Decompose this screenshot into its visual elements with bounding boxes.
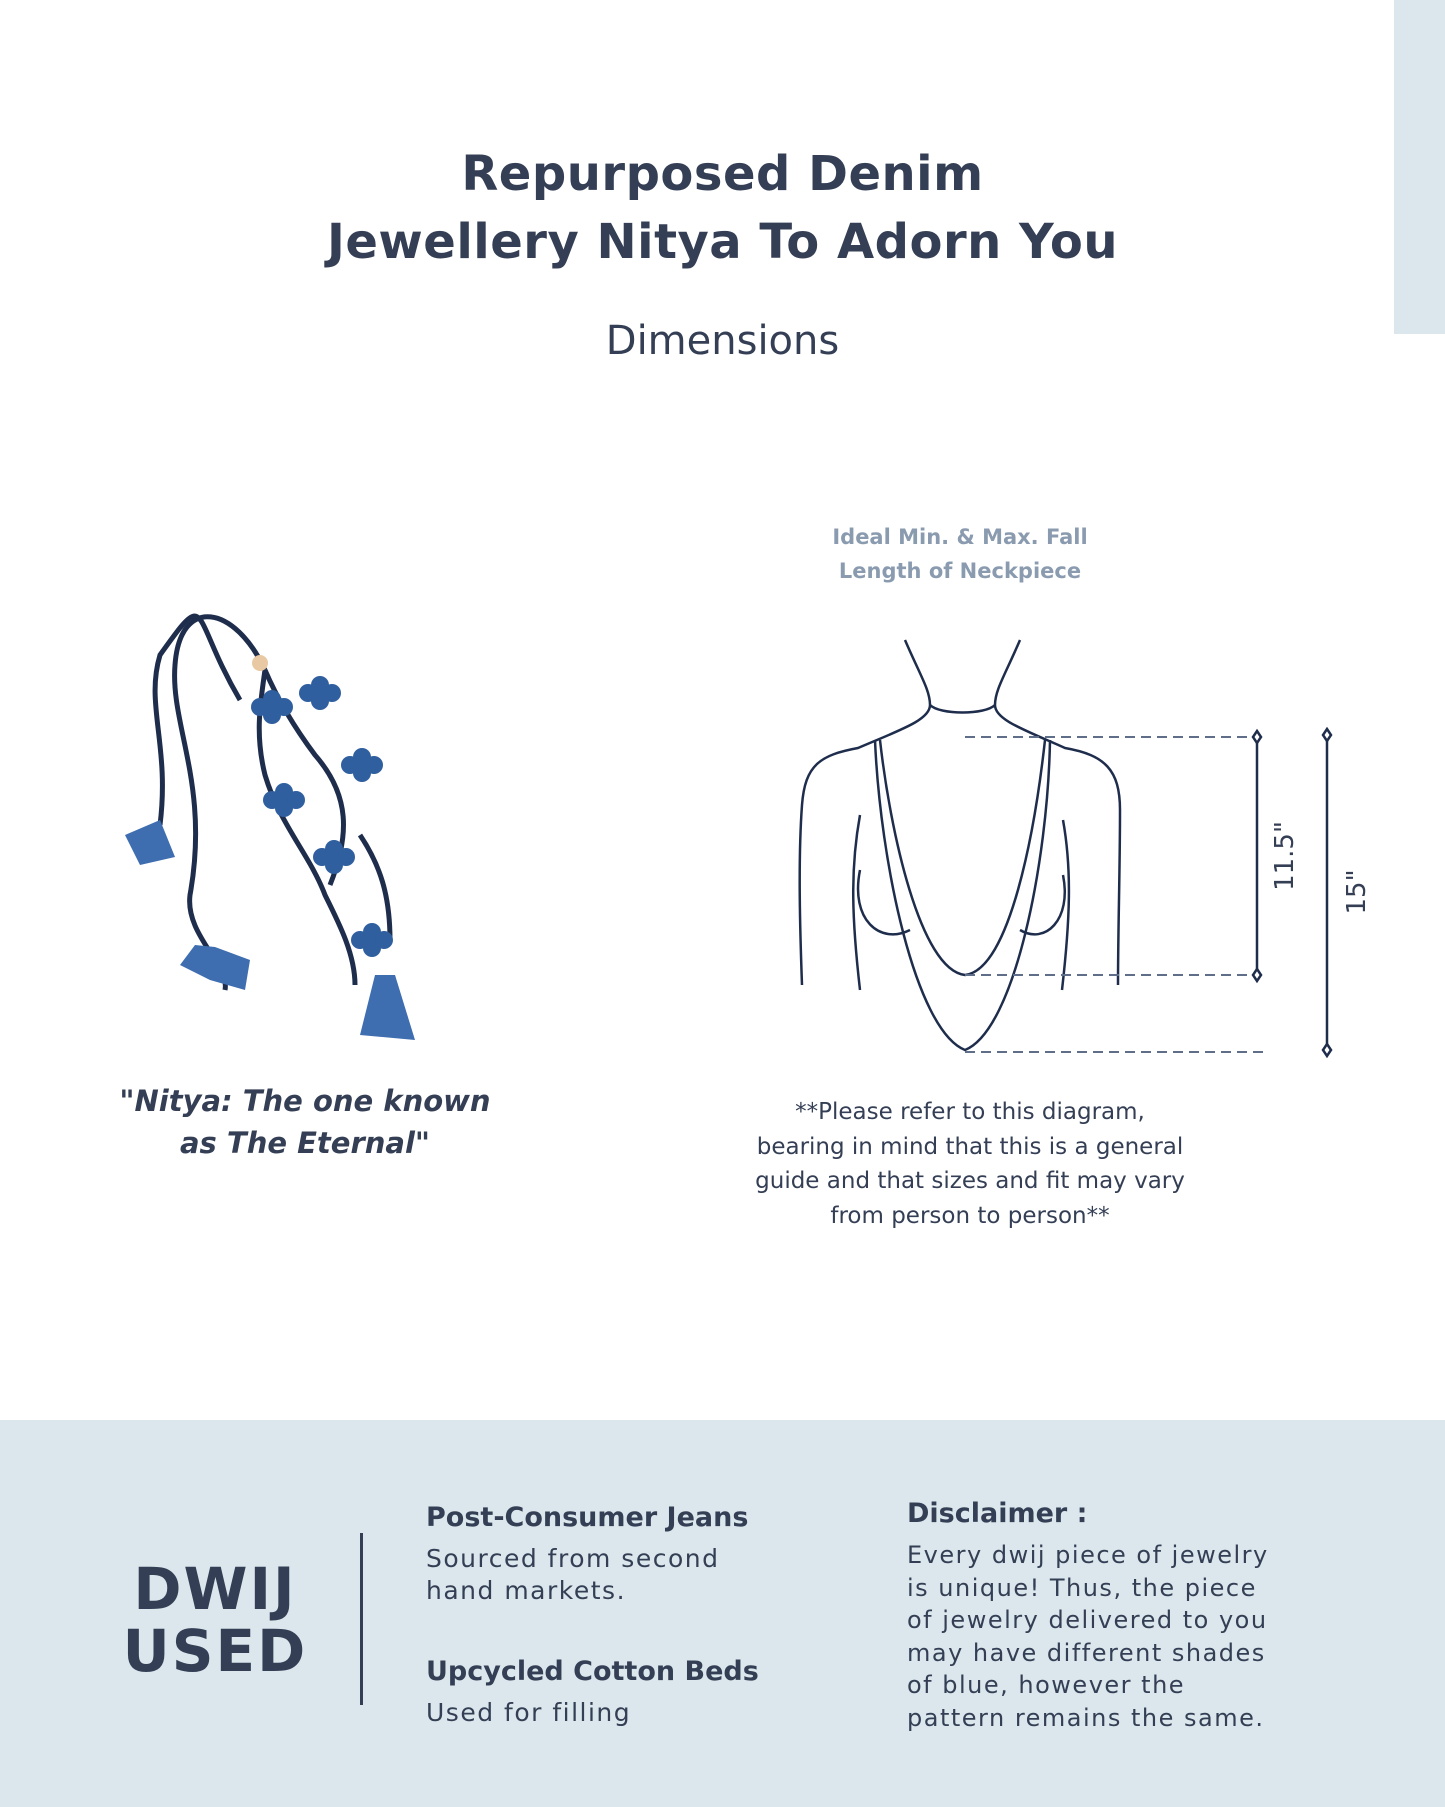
- product-quote-line2: as The Eternal": [179, 1126, 431, 1160]
- disclaimer-line: pattern remains the same.: [907, 1703, 1265, 1732]
- materials-footer: [0, 1420, 1445, 1807]
- material-desc: [426, 1697, 826, 1729]
- disclaimer-block: [907, 1498, 1327, 1734]
- material-desc: [426, 1543, 826, 1607]
- necklace-long-strand: [875, 740, 1050, 1050]
- material-item: [426, 1656, 826, 1729]
- diagram-note-line1: **Please refer to this diagram,: [795, 1099, 1145, 1125]
- brand-line2: USED: [122, 1617, 308, 1685]
- material-desc-line: hand markets.: [426, 1576, 627, 1605]
- disclaimer-line: may have different shades: [907, 1638, 1266, 1667]
- neck-outline-right: [995, 640, 1120, 985]
- disclaimer-line: of jewelry delivered to you: [907, 1606, 1268, 1634]
- diagram-heading-line1: Ideal Min. & Max. Fall: [832, 525, 1088, 549]
- page-title: [0, 140, 1445, 276]
- diagram-note-line3: guide and that sizes and fit may vary: [755, 1168, 1185, 1194]
- diagram-note-line2: bearing in mind that this is a general: [756, 1133, 1184, 1160]
- disclaimer-title: Disclaimer :: [907, 1498, 1088, 1529]
- material-item: [426, 1502, 826, 1607]
- max-length-label: 15": [1342, 869, 1372, 915]
- neck-outline: [800, 640, 930, 985]
- min-length-label: 11.5": [1270, 821, 1300, 891]
- disclaimer-body: [907, 1539, 1327, 1734]
- diagram-note: [720, 1095, 1220, 1233]
- page-title-line1: Repurposed Denim: [461, 146, 984, 202]
- material-title: Post-Consumer Jeans: [426, 1502, 749, 1533]
- disclaimer-line: is unique! Thus, the piece: [907, 1573, 1257, 1602]
- diagram-heading-line2: Length of Neckpiece: [838, 559, 1082, 583]
- necklace-photo: [120, 595, 500, 1055]
- diagram-note-line4: from person to person**: [830, 1202, 1110, 1229]
- material-title: Upcycled Cotton Beds: [426, 1656, 759, 1687]
- brand-divider: [360, 1533, 363, 1705]
- diagram-heading: [760, 520, 1160, 588]
- page-title-line2: Jewellery Nitya To Adorn You: [327, 214, 1118, 270]
- disclaimer-line: Every dwij piece of jewelry: [907, 1541, 1269, 1569]
- material-desc-line: Used for filling: [426, 1698, 632, 1727]
- disclaimer-line: of blue, however the: [907, 1671, 1186, 1699]
- material-desc-line: Sourced from second: [426, 1544, 720, 1573]
- neckpiece-length-diagram: [780, 630, 1372, 1060]
- brand-line1: DWIJ: [133, 1555, 297, 1623]
- brand-logo-text: [100, 1555, 330, 1685]
- product-quote-line1: "Nitya: The one known: [119, 1084, 491, 1118]
- product-quote: [100, 1080, 510, 1164]
- section-subtitle: Dimensions: [605, 318, 840, 364]
